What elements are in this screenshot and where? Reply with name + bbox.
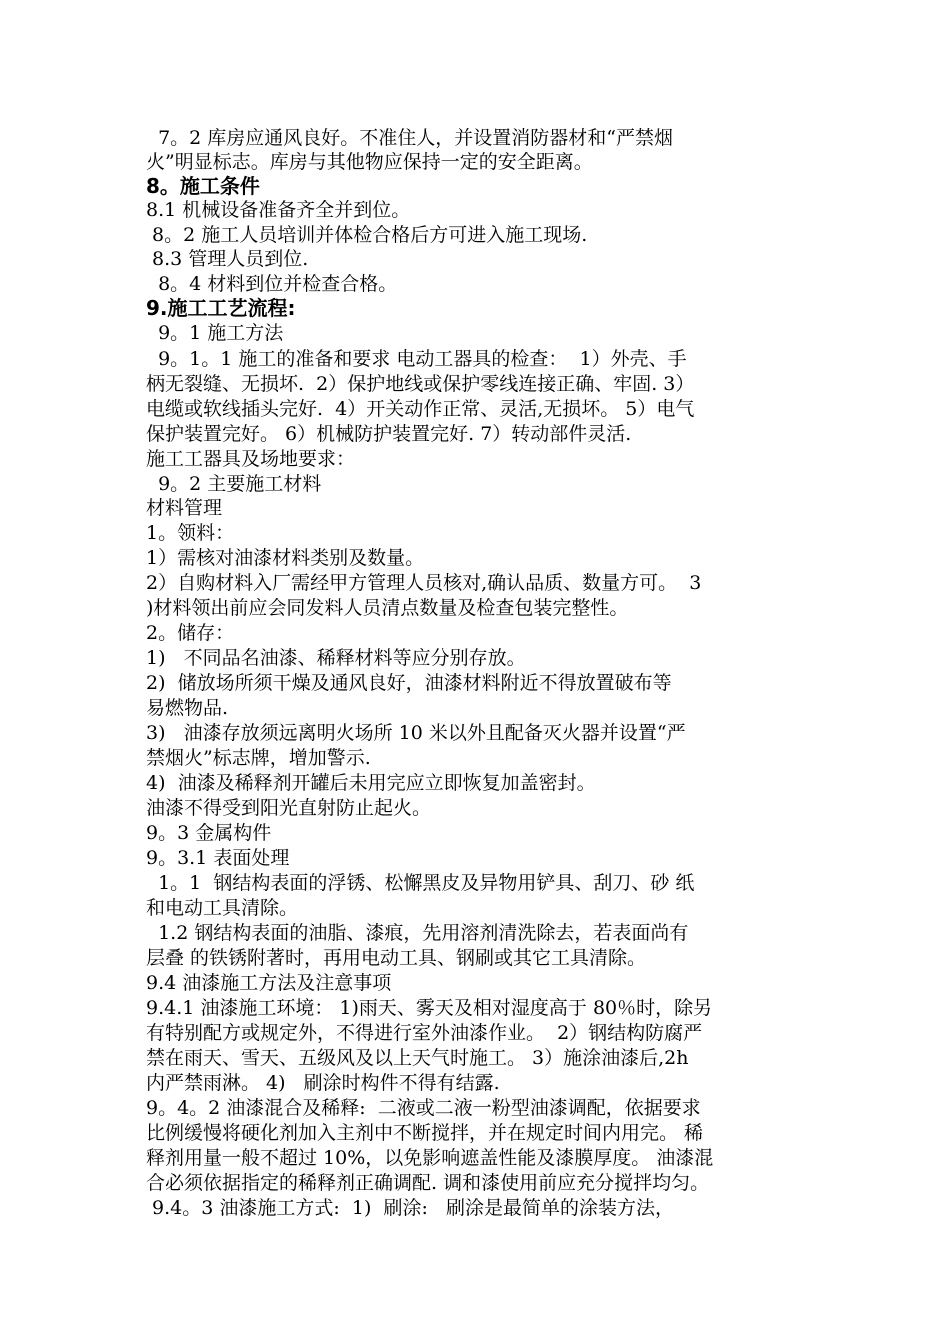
text-line: 9。3.1 表面处理 [146, 847, 290, 869]
text-line: 1) 不同品名油漆、稀释材料等应分别存放。 [146, 647, 526, 669]
text-line: 禁在雨天、雪天、五级风及以上天气时施工。 3）施涂油漆后,2h [146, 1047, 689, 1069]
text-line: 9.4 油漆施工方法及注意事项 [146, 972, 392, 994]
text-line: 1.2 钢结构表面的油脂、漆痕，先用溶剂清洗除去，若表面尚有 [146, 922, 689, 944]
text-line: 2。储存： [146, 622, 235, 644]
text-line: 9。1。1 施工的准备和要求 电动工器具的检查： 1）外壳、手 [146, 348, 687, 370]
text-line: 9。3 金属构件 [146, 822, 272, 844]
text-line: 2）自购材料入厂需经甲方管理人员核对,确认品质、数量方可。 3 [146, 572, 702, 594]
text-line: 4) 油漆及稀释剂开罐后未用完应立即恢复加盖密封。 [146, 772, 596, 794]
text-line: 层叠 的铁锈附著时，再用电动工具、钢刷或其它工具清除。 [146, 947, 647, 969]
text-line: 禁烟火”标志牌，增加警示. [146, 747, 371, 769]
text-line: 油漆不得受到阳光直射防止起火。 [146, 797, 432, 819]
text-line: 9.4。3 油漆施工方式: 1) 刷涂: 刷涂是最简单的涂装方法， [146, 1197, 674, 1219]
text-line: 1）需核对油漆材料类别及数量。 [146, 547, 425, 569]
text-line: 8.1 机械设备准备齐全并到位。 [146, 199, 411, 221]
text-line: 内严禁雨淋。 4) 刷涂时构件不得有结露. [146, 1072, 500, 1094]
text-line: 9。2 主要施工材料 [146, 473, 322, 495]
text-line: 柄无裂缝、无损坏. 2）保护地线或保护零线连接正确、牢固. 3） [146, 373, 695, 395]
text-line: 9.4.1 油漆施工环境： 1)雨天、雾天及相对湿度高于 80％时，除另 [146, 997, 713, 1019]
text-line: 有特别配方或规定外，不得进行室外油漆作业。 2）钢结构防腐严 [146, 1022, 703, 1044]
text-line: 电缆或软线插头完好. 4）开关动作正常、灵活,无损坏。 5）电气 [146, 398, 695, 420]
text-line: 8。2 施工人员培训并体检合格后方可进入施工现场. [146, 224, 588, 246]
text-line: 易燃物品. [146, 697, 229, 719]
section-heading: 9.施工工艺流程: [146, 296, 296, 320]
text-line: 2) 储放场所须干燥及通风良好，油漆材料附近不得放置破布等 [146, 672, 672, 694]
text-line: )材料领出前应会同发料人员清点数量及检查包装完整性。 [146, 597, 629, 619]
text-line: 1。领料： [146, 522, 235, 544]
text-line: 9。4。2 油漆混合及稀释: 二液或二液一粉型油漆调配，依据要求 [146, 1097, 701, 1119]
text-line: 和电动工具清除。 [146, 897, 299, 919]
text-line: 3) 油漆存放须远离明火场所 10 米以外且配备灭火器并设置“严 [146, 722, 686, 744]
text-line: 火”明显标志。库房与其他物应保持一定的安全距离。 [146, 151, 593, 173]
text-line: 施工工器具及场地要求： [146, 448, 356, 470]
text-line: 材料管理 [146, 497, 223, 519]
text-line: 8.3 管理人员到位. [146, 248, 309, 270]
text-line: 合必须依据指定的稀释剂正确调配. 调和漆使用前应充分搅拌均匀。 [146, 1172, 710, 1194]
section-heading: 8。施工条件 [146, 174, 260, 198]
text-line: 保护装置完好。 6）机械防护装置完好. 7）转动部件灵活. [146, 423, 632, 445]
text-line: 7。2 库房应通风良好。不准住人，并设置消防器材和“严禁烟 [146, 127, 674, 149]
text-line: 比例缓慢将硬化剂加入主剂中不断搅拌，并在规定时间内用完。 稀 [146, 1122, 704, 1144]
text-line: 9。1 施工方法 [146, 322, 284, 344]
text-line: 释剂用量一般不超过 10%，以免影响遮盖性能及漆膜厚度。 油漆混 [146, 1147, 714, 1169]
text-line: 8。4 材料到位并检查合格。 [146, 273, 398, 295]
text-line: 1。1 钢结构表面的浮锈、松懈黑皮及异物用铲具、刮刀、砂 纸 [146, 872, 695, 894]
